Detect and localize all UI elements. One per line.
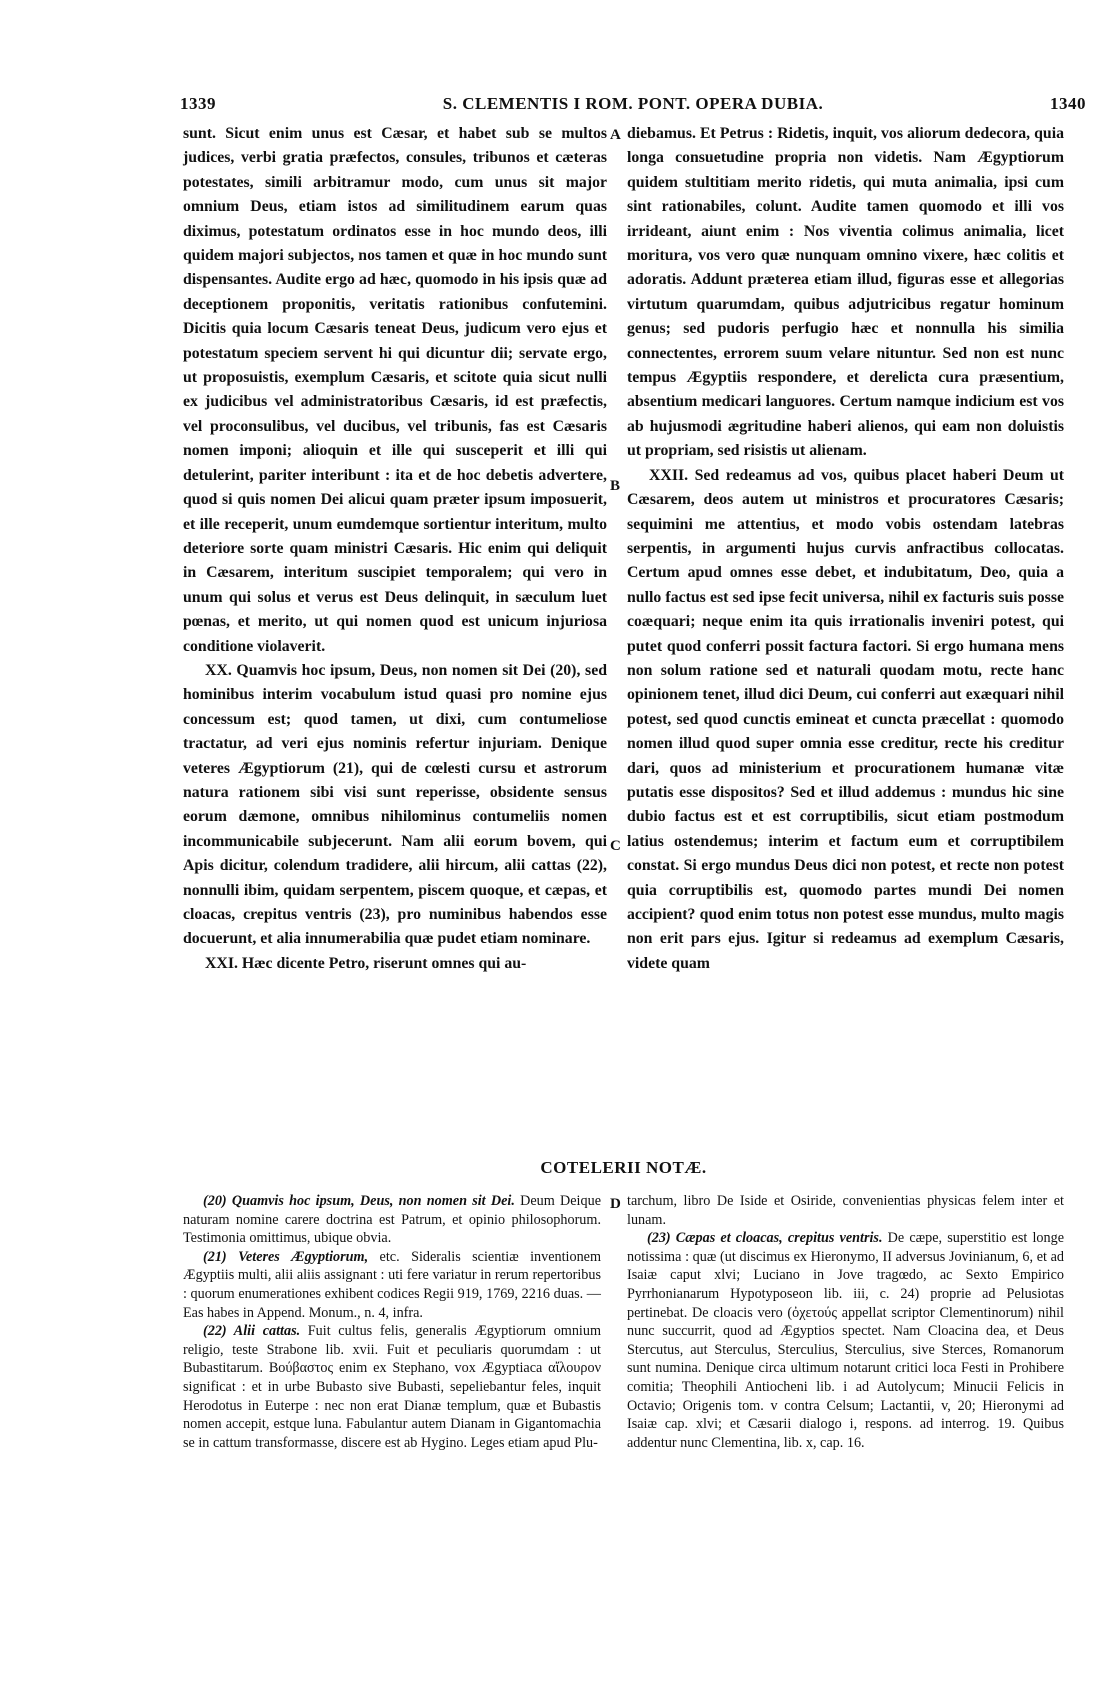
page-number-right: 1340 — [1050, 94, 1086, 113]
note — [183, 1322, 601, 1452]
paragraph: XXII. Sed redeamus ad vos, quibus placet haberi Deum ut Cæsarem, deos autem ut ministros et procuratores Cæsaris; sequimini me attentius, et modo vobis ostendam latebras serpentis, in argumenti hujus curvis anfractibus collocatas. Certum apud omnes esse debet, et indubitatum, Deo, quia a nullo factus est sed ipse fecit universa, nihil ex facturis suis posse coæquari; neque enim ita quis irrationalis inveniri potest, qui putet quod conferri possit factura factori. Si ergo humana mens non solum ratione sed et naturali quodam motu, recte hanc opinionem tenet, illud dici Deum, cui conferri aut exæquari nihil potest, sed quod cunctis emineat et cuncta præcellat : quomodo nomen illud quod super omnia esse creditur, recte his creditur dari, quos ad ministerium et procurationem humanæ vitæ putatis esse dispositos? Sed et illud addemus : mundus hic sine dubio factus est et est corruptibilis, sicut etiam postmodum latius ostendemus; interim et factum eum et corruptibilem constat. Si ergo mundus Deus dici non potest, et recte non potest quia corruptibilis est, quomodo partes mundi Dei nomen accipient? quod enim totus non potest esse mundus, multo magis non erit pars ejus. Igitur si redeamus ad exemplum Cæsaris, videte quam — [627, 466, 1064, 972]
paragraph: XX. Quamvis hoc ipsum, Deus, non nomen sit Dei (20), sed hominibus interim vocabulum istud quasi pro nomine ejus concessum est; quod tamen, ut dixi, cum contumeliose tractatur, ad veri ejus nominis refertur injuriam. Denique veteres Ægyptiorum (21), qui de cœlesti cursu et astrorum natura rationem sibi visi sunt reperisse, obsidente sensus eorum dæmone, omnibus nihilominus contumeliis nomen incommunicabile subjecerunt. Nam alii eorum bovem, qui Apis dicitur, colendum tradidere, alii hircum, alii cattas (22), nonnulli ibim, quidam serpentem, piscem quoque, et cæpas, et cloacas, crepitus ventris (23), pro numinibus habendos esse docuerunt, et alia innumerabilia quæ pudet etiam nominare. — [183, 661, 607, 948]
notes-heading: COTELERII NOTÆ. — [540, 1158, 707, 1177]
note — [183, 1248, 601, 1322]
note-text: De cæpe, superstitio est longe notissima : quæ (ut discimus ex Hieronymo, II adversus Jovinianum, 6, et ad Isaiæ caput xlvi; Luciano in Jove tragœdo, ac Sexto Empirico Pyrrhonianarum Hypotyposeon lib. iii, c. 24) proprie ad Pelusiotas pertinebat. De cloacis vero (ὀχετούς appellat scriptor Clementinorum) nihil nunc succurrit, quod ad Ægyptios spectet. Nam Cloacina dea, et Deus Stercutus, aut Sterculus, Sterculius, Sterculius, sive Sterces, Romanorum sunt numina. Denique circa ultimum notarunt critici loca Festi in Prohibere comitia; Theophili Antiocheni lib. i ad Autolycum; Minucii Felicis in Octavio; Origenis tom. v contra Celsum; Lactantii, v, 20; Hieronymi ad Isaiæ cap. xlvi; et Cæsarii dialogo i, respons. ad interrog. 19. Quibus addentur nunc Clementina, lib. x, cap. 16. — [627, 1230, 1064, 1451]
paragraph: diebamus. Et Petrus : Ridetis, inquit, vos aliorum dedecora, quia longa consuetudine propria non videtis. Nam Ægyptiorum quidem stultitiam merito ridetis, qui muta animalia, ipsi cum sint rationabiles, colunt. Audite tamen quomodo et illi vos irrideant, aiunt enim : Nos viventia colimus animalia, licet moritura, vos vero quæ nunquam omnino vixere, hæc colitis et adoratis. Addunt præterea etiam illud, figuras esse et allegorias virtutum quarumdam, quibus adjutricibus regatur hominum genus; sed pudoris perfugio hæc et nonnulla his similia connectentes, errorem suum velare nituntur. Sed non est nunc tempus Ægyptiis respondere, et derelicta cura præsentium, absentium medicari languores. Certum namque indicium est vos ab hujusmodi ægritudine haberi alienos, qui eam non doluistis ut propriam, sed risistis ut alienam. — [627, 125, 1064, 460]
note — [627, 1192, 1064, 1229]
margin-marker-a: A — [610, 127, 621, 143]
note — [627, 1229, 1064, 1452]
page-number-left: 1339 — [180, 94, 216, 113]
note-lemma: (22) Alii cattas. — [203, 1323, 301, 1340]
margin-marker-b: B — [610, 478, 621, 494]
note-text: etc. Sideralis scientiæ inventionem Ægyptiis multi, alii aliis assignant : uti fere variatur in rerum repertoribus : quorum enumerationes exhibent codices Regii 919, 1769, 2216 duas. — Eas habes in Append. Monum., n. 4, infra. — [183, 1248, 602, 1321]
note-text: Deum Deique naturam nomine carere doctrina est Patrum, et opinio philosophorum. Testimonia omittimus, ubique obvia. — [183, 1193, 601, 1247]
note-lemma: (20) Quamvis hoc ipsum, Deus, non nomen sit Dei. — [203, 1193, 515, 1209]
main-text-left-column — [183, 122, 607, 976]
note-text: Fuit cultus felis, generalis Ægyptiorum omnium religio, teste Strabone lib. xvii. Fuit et peculiaris quorumdam : ut Bubastitarum. Βούβαστος enim ex Stephano, vox Ægyptiaca αἴλουρον significat : et in urbe Bubasto sive Bubasti, sepeliebantur feles, inquit Herodotus in Euterpe : nec non erat Dianæ templum, quæ et Bubastis nomen accepit, estque luna. Fabulantur autem Dianam in Gigantomachia se in cattum transformasse, discere est ab Hygino. Leges etiam apud Plu- — [183, 1323, 601, 1451]
notes-left-column — [183, 1192, 601, 1452]
note — [183, 1192, 601, 1248]
margin-marker-d: D — [610, 1196, 621, 1212]
paragraph: sunt. Sicut enim unus est Cæsar, et habet sub se multos judices, verbi gratia præfectos, consules, tribunos et cæteras potestates, simili arbitramur modo, cum unus sit major omnium Deus, etiam istos ad similitudinem earum quas diximus, potestatum ordinatos esse in hoc mundo deos, illi quidem majori subjectos, nos tamen et quæ in hoc mundo sunt dispensantes. Audite ergo ad hæc, quomodo in his ipsis quæ ad deceptionem proponitis, veritatis rationibus confutemini. Dicitis quia locum Cæsaris teneat Deus, judicum vero ejus et potestatum speciem servent hi qui dicuntur dii; servate ergo, ut proposuistis, exemplum Cæsaris, et scitote quia sicut nulli ex judicibus vel administratoribus Cæsaris, id est præfectis, vel proconsulibus, vel ducibus, vel tribunis, fas est Cæsaris nomen imponi; alioquin et ille qui susceperit et illi qui detulerint, pariter interibunt : ita et de hoc debetis advertere, quod si quis nomen Dei alicui quam præter ipsum imposuerit, et ille receperit, unum eumdemque sortientur interitum, multo deteriore sorte quam ministri Cæsaris. Hic enim qui deliquit in Cæsarem, interitum suscipiet temporalem; qui vero in unum qui solus et verus est Deus delinquit, in sæculum luet pœnas, et merito, ut qui nomen quod est unicum injuriosa conditione violaverit. — [183, 125, 607, 655]
running-header — [180, 94, 1086, 122]
notes-right-column — [627, 1192, 1064, 1452]
note-text: tarchum, libro De Iside et Osiride, convenientias physicas felem inter et lunam. — [627, 1193, 1064, 1228]
margin-marker-c: C — [610, 838, 621, 854]
main-text-right-column — [627, 122, 1064, 976]
note-lemma: (23) Cæpas et cloacas, crepitus ventris. — [647, 1230, 883, 1247]
paragraph: XXI. Hæc dicente Petro, riserunt omnes qui au- — [205, 954, 527, 972]
note-lemma: (21) Veteres Ægyptiorum, — [203, 1248, 369, 1265]
running-title: S. CLEMENTIS I ROM. PONT. OPERA DUBIA. — [442, 94, 824, 113]
